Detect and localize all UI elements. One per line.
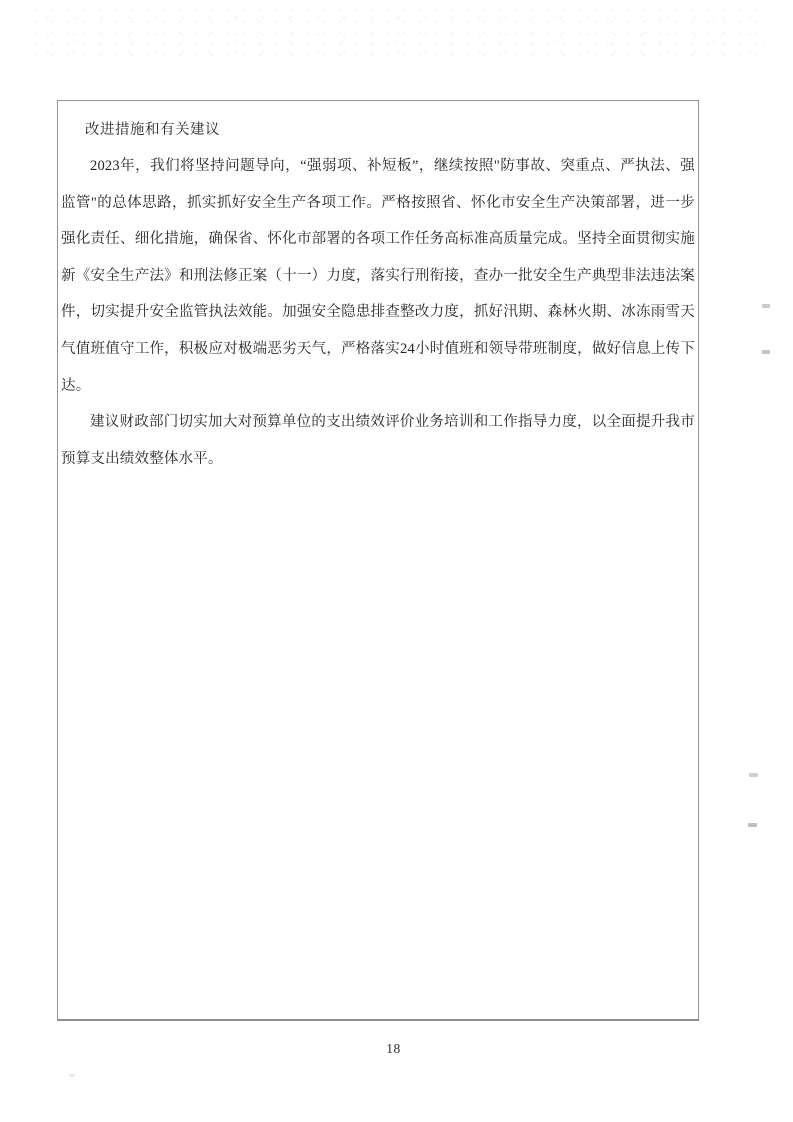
scan-speck [748,823,757,827]
paragraph: 建议财政部门切实加大对预算单位的支出绩效评价业务培训和工作指导力度，以全面提升我市预算支出绩效整体水平。 [61,414,695,467]
scan-speck [762,304,770,308]
scan-noise-artifact [28,5,766,57]
page-number: 18 [386,1041,401,1056]
paragraph: 2023年，我们将坚持问题导向，“强弱项、补短板”，继续按照"防事故、突重点、严执法、强监管"的总体思路，抓实抓好安全生产各项工作。严格按照省、怀化市安全生产决策部署，进一步强化责任、细化措施，确保省、怀化市部署的各项工作任务高标准高质量完成。坚持全面贯彻实施新《安全生产法》和刑法修正案（十一）力度，落实行刑衔接，查办一批安全生产典型非法违法案件，切实提升安全监管执法效能。加强安全隐患排查整改力度，抓好汛期、森林火期、冰冻雨雪天气值班值守工作，积极应对极端恶劣天气，严格落实24小时值班和领导带班制度，做好信息上传下达。 [61,158,695,394]
paragraphs-container [61,148,695,477]
content-box [57,100,699,1021]
section-title: 改进措施和有关建议 [85,122,220,138]
scan-speck [69,1074,75,1077]
scan-speck [762,350,770,354]
scan-speck [749,773,758,777]
